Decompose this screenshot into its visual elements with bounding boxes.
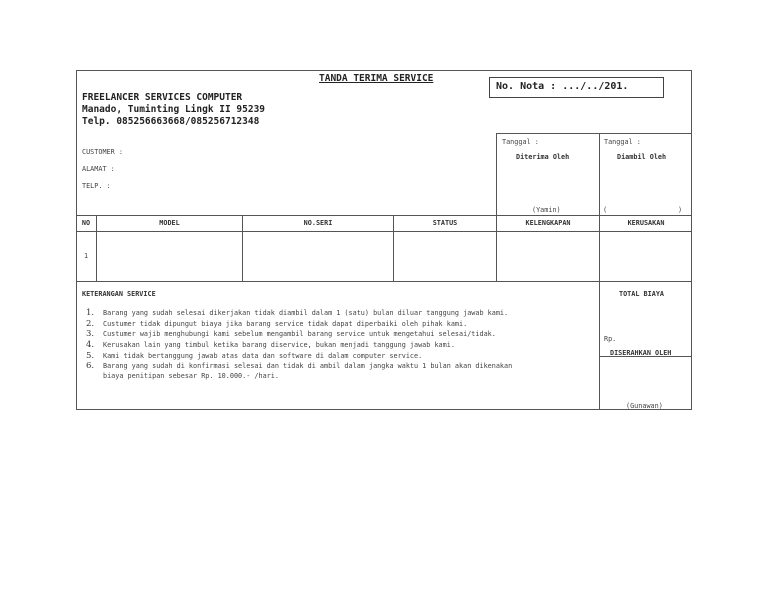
diterima-oleh-label: Diterima Oleh: [516, 153, 570, 161]
rule-number: 3.: [86, 329, 95, 339]
receipt-col-divider-1: [496, 133, 497, 281]
rule-text: Barang yang sudah selesai dikerjakan tidak diambil dalam 1 (satu) bulan diluar tanggung jawab kami.: [103, 309, 509, 317]
receipt-col-divider-2: [599, 133, 600, 281]
col-header-kelengkapan: KELENGKAPAN: [525, 219, 571, 227]
header-divider: [497, 133, 692, 134]
total-biaya-label: TOTAL BIAYA: [619, 290, 665, 298]
rule-text: Custumer wajib menghubungi kami sebelum mengambil barang service untuk mengetahui selesai/tidak.: [103, 330, 496, 338]
rule-number: 6.: [86, 361, 95, 371]
telp-label: TELP. :: [82, 182, 111, 190]
rule-number: 5.: [86, 351, 95, 361]
rule-text: Barang yang sudah di konfirmasi selesai dan tidak di ambil dalam jangka waktu 1 bulan akan dikenakan: [103, 362, 513, 370]
rule-text: Kami tidak bertanggung jawab atas data dan software di dalam computer service.: [103, 352, 423, 360]
col-header-model: MODEL: [159, 219, 180, 227]
yamin-signature: (Yamin): [532, 206, 561, 214]
gunawan-signature: (Gunawan): [626, 402, 663, 410]
table-row-number: 1: [84, 252, 89, 260]
customer-label: CUSTOMER :: [82, 148, 123, 156]
tanggal-diterima-label: Tanggal :: [502, 138, 539, 146]
tanggal-diambil-label: Tanggal :: [604, 138, 641, 146]
col-header-no: NO: [81, 219, 91, 227]
rule-text: Kerusakan lain yang timbul ketika barang diservice, bukan menjadi tanggung jawab kami.: [103, 341, 455, 349]
rule-number: 1.: [86, 308, 95, 318]
col-header-status: STATUS: [432, 219, 458, 227]
alamat-label: ALAMAT :: [82, 165, 115, 173]
company-name: FREELANCER SERVICES COMPUTER: [82, 92, 243, 103]
keterangan-title: KETERANGAN SERVICE: [82, 290, 156, 298]
rule-number: 4.: [86, 340, 95, 350]
diambil-signature-open: (: [603, 206, 608, 214]
rp-label: Rp.: [604, 335, 617, 343]
diambil-signature-close: ): [678, 206, 683, 214]
diambil-oleh-label: Diambil Oleh: [617, 153, 667, 161]
col-header-kerusakan: KERUSAKAN: [627, 219, 665, 227]
form-title: TANDA TERIMA SERVICE: [319, 73, 434, 84]
nota-number-box: No. Nota : .../../201.: [489, 77, 664, 98]
rule-number: 2.: [86, 319, 95, 329]
rule-text: Custumer tidak dipungut biaya jika barang service tidak dapat diperbaiki oleh pihak kami.: [103, 320, 468, 328]
rule-text-continued: biaya penitipan sebesar Rp. 10.000.- /hari.: [103, 372, 279, 380]
company-phone: Telp. 085256663668/085256712348: [82, 116, 260, 127]
total-col-divider: [599, 281, 600, 410]
company-address: Manado, Tuminting Lingk II 95239: [82, 104, 266, 115]
col-header-noseri: NO.SERI: [303, 219, 333, 227]
diserahkan-oleh-label: DISERAHKAN OLEH: [610, 349, 672, 357]
